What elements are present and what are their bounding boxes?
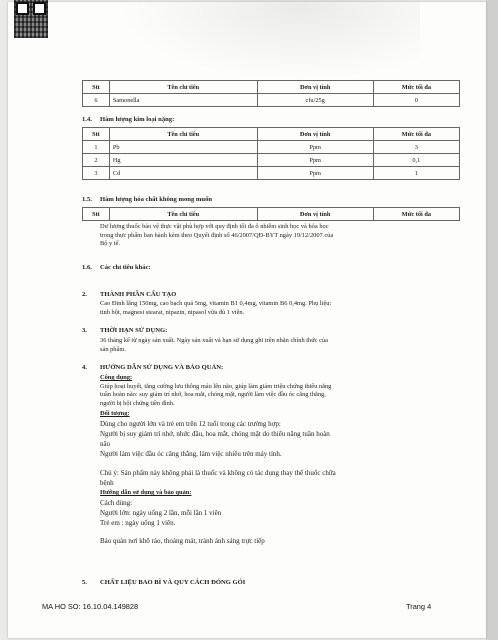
text-line: Cao Đinh lăng 150mg, cao bạch quả 5mg, vitamin B1 0,4mg, vitamin B6 0,4mg. Phụ liệu: — [100, 300, 332, 307]
table-header-cell: Mức tối đa — [373, 81, 459, 94]
table-cell: Ppm — [257, 141, 373, 154]
section-title: Hàm lượng kim loại nặng: — [100, 116, 175, 123]
pesticide-note — [100, 223, 333, 249]
text-line: Dư lượng thuốc bảo vệ thực vật phù hợp với quy định tối đa ô nhiễm sinh học và hóa học — [100, 223, 329, 230]
text-line: bệnh — [100, 478, 114, 487]
footer-file-code: MA HO SO: 16.10.04.149828 — [42, 602, 139, 611]
table-cell: Hg — [109, 154, 257, 167]
table-header-cell: Tên chỉ tiêu — [109, 128, 257, 141]
text-line: sản phẩm. — [100, 345, 126, 353]
text-line: Bảo quản nơi khô ráo, thoáng mát, tránh ánh sáng trực tiếp — [100, 536, 265, 545]
table-cell: Ppm — [257, 154, 373, 167]
section-number: 1.5. — [82, 196, 92, 203]
table-header-cell: Mức tối đa — [373, 128, 459, 141]
table-header-cell: Tên chỉ tiêu — [109, 81, 257, 94]
text-line: Chú ý: Sản phẩm này không phải là thuốc và không có tác dụng thay thế thuốc chữa — [100, 468, 336, 477]
section-title: CHẤT LIỆU BAO BÌ VÀ QUY CÁCH ĐÓNG GÓI — [100, 579, 246, 586]
table-cell: Ppm — [257, 167, 373, 180]
photo-glare — [120, 0, 420, 80]
directions-lines — [100, 498, 336, 546]
page-edge-shadow — [486, 0, 498, 640]
section-number: 5. — [82, 579, 87, 586]
table-header-cell: Mức tối đa — [373, 208, 459, 221]
table-header-row — [83, 208, 460, 221]
text-line: tinh bột, magnesi stearat, nipazin, nipasol vừa đủ 1 viên. — [100, 308, 245, 316]
table-row — [83, 141, 460, 154]
table-row — [83, 167, 460, 180]
section-number: 2. — [82, 291, 87, 298]
table-header-cell: Đơn vị tính — [257, 128, 373, 141]
composition-text — [100, 300, 331, 317]
spacer — [100, 459, 336, 468]
table-header-row — [83, 81, 460, 94]
subheading-uses: Công dụng: — [100, 374, 133, 381]
table-cell: 6 — [83, 94, 110, 107]
text-line: Người lớn: ngày uống 2 lần, mỗi lần 1 viên — [100, 508, 222, 517]
text-line: Trẻ em : ngày uống 1 viên. — [100, 518, 176, 527]
table-header-cell: Stt — [83, 128, 110, 141]
chemicals-table — [82, 207, 460, 221]
shelf-life-text — [100, 337, 328, 354]
table-row — [83, 94, 460, 107]
table-header-cell: Đơn vị tính — [257, 81, 373, 94]
text-line: Dùng cho người lớn và trẻ em trên 12 tuổi trong các trường hợp: — [100, 419, 281, 428]
section-title: Các chỉ tiêu khác: — [100, 264, 151, 271]
text-line: tuần hoàn não: suy giảm trí nhớ, hoa mắt, chóng mặt, người làm việc đầu óc căng thẳng, — [100, 391, 326, 399]
table-header-row — [83, 128, 460, 141]
table-cell: 3 — [373, 141, 459, 154]
section-title: HƯỚNG DẪN SỬ DỤNG VÀ BẢO QUẢN: — [100, 364, 224, 371]
table-cell: 3 — [83, 167, 110, 180]
text-line: trong thực phẩm ban hành kèm theo Quyết định số 46/2007/QĐ-BYT ngày 19/12/2007 của — [100, 231, 334, 239]
table-header-cell: Đơn vị tính — [257, 208, 373, 221]
text-line: Giúp hoạt huyết, tăng cường lưu thông máu lên não, giúp làm giảm triệu chứng thiểu năng — [100, 382, 332, 390]
text-line: Cách dùng: — [100, 498, 133, 507]
table-cell: 1 — [83, 141, 110, 154]
subheading-target: Đối tượng: — [100, 410, 130, 418]
table-cell: 0 — [373, 94, 459, 107]
table-cell: Samonella — [109, 94, 257, 107]
section-title: THỜI HẠN SỬ DỤNG: — [100, 327, 168, 334]
spacer — [100, 528, 336, 536]
table-cell: cfu/25g — [257, 94, 373, 107]
table-row — [83, 154, 460, 167]
text-line: não — [100, 439, 111, 448]
section-title: THÀNH PHẦN CẤU TẠO — [100, 291, 177, 298]
heavy-metals-table — [82, 127, 460, 180]
footer-page-number: Trang 4 — [406, 602, 432, 611]
table-cell: Cd — [109, 167, 257, 180]
target-lines — [100, 419, 336, 488]
section-number: 4. — [82, 364, 87, 371]
table-header-cell: Tên chỉ tiêu — [109, 208, 257, 221]
table-header-cell: Stt — [83, 81, 110, 94]
usage-block — [100, 374, 336, 546]
section-title: Hàm lượng hóa chất không mong muốn — [100, 196, 213, 203]
microbiology-table — [82, 80, 460, 107]
section-number: 3. — [82, 327, 87, 334]
text-line: Người bị suy giảm trí nhớ, nhức đầu, hoa mắt, chóng mặt do thiểu năng tuần hoàn — [100, 429, 330, 438]
text-line: Người làm việc đầu óc căng thẳng, làm việc nhiều trên máy tính. — [100, 449, 282, 458]
subheading-directions: Hướng dẫn sử dụng và bảo quản: — [100, 488, 192, 496]
section-number: 1.4. — [82, 116, 92, 123]
table-cell: 1 — [373, 167, 459, 180]
text-line: Bộ y tế. — [100, 240, 121, 248]
text-line: người bị hội chứng tiền đình. — [100, 399, 175, 407]
section-number: 1.6. — [82, 264, 92, 271]
table-cell: 2 — [83, 154, 110, 167]
table-cell: Pb — [109, 141, 257, 154]
text-line: 36 tháng kể từ ngày sản xuất. Ngày sản xuất và hạn sử dụng ghi trên nhãn chính thức của — [100, 337, 328, 344]
table-header-cell: Stt — [83, 208, 110, 221]
table-cell: 0,1 — [373, 154, 459, 167]
qr-code-icon — [14, 0, 48, 38]
